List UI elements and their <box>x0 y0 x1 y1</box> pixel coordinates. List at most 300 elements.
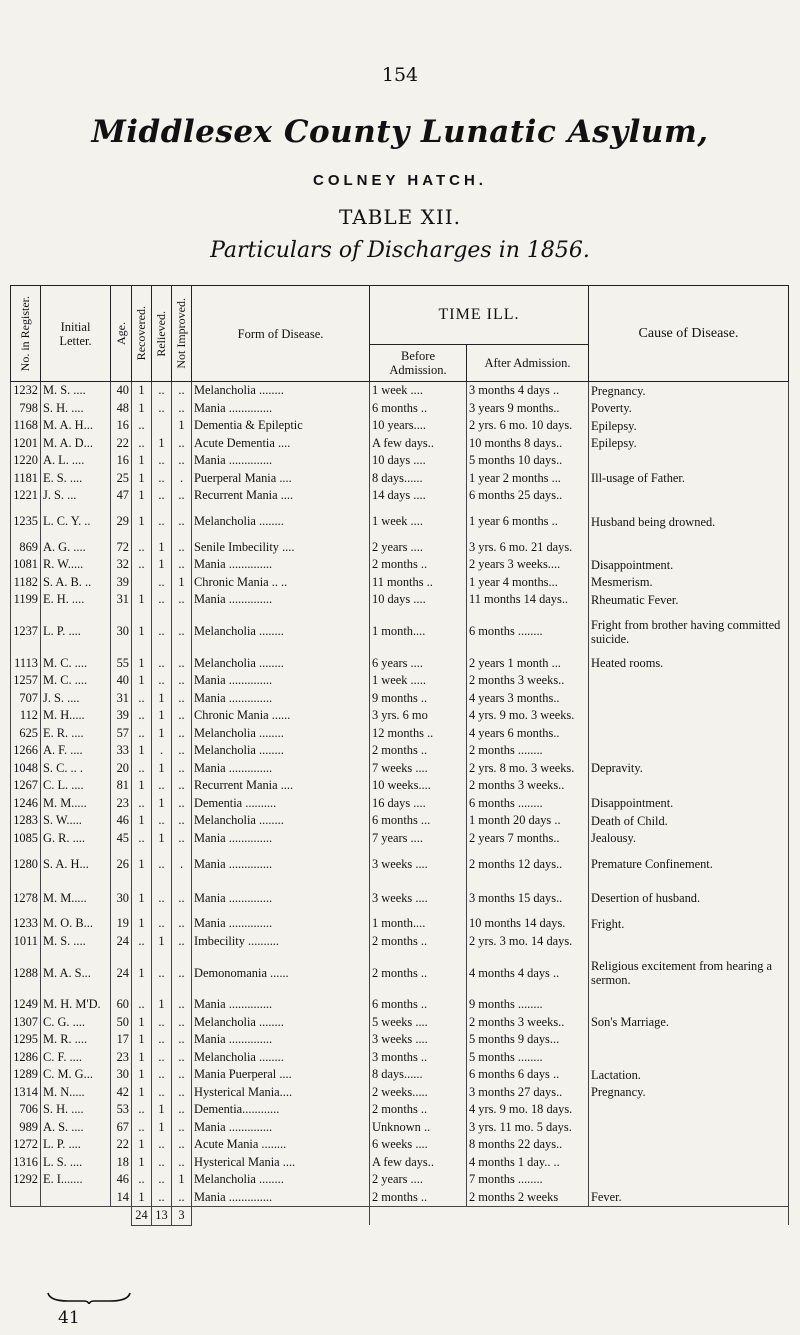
cell-recovered: 1 <box>132 1189 152 1207</box>
table-row <box>11 777 789 795</box>
cell-before: 10 days .... <box>370 591 467 609</box>
cell-letter: L. P. .... <box>41 1136 111 1154</box>
cell-age: 47 <box>111 487 132 505</box>
cell-no: 989 <box>11 1119 41 1137</box>
cell-no: 1283 <box>11 812 41 830</box>
cell-recovered: 1 <box>132 1154 152 1172</box>
cell-form: Melancholia ........ <box>192 812 370 830</box>
cell-age: 14 <box>111 1189 132 1207</box>
cell-cause: Religious excitement from hearing a sermon. <box>589 950 789 996</box>
cell-recovered: .. <box>132 933 152 951</box>
cell-after: 4 yrs. 9 mo. 3 weeks. <box>467 707 589 725</box>
cell-letter: M. C. .... <box>41 672 111 690</box>
cell-after: 2 yrs. 3 mo. 14 days. <box>467 933 589 951</box>
cell-not-improved: .. <box>172 830 192 848</box>
cell-before: 7 weeks .... <box>370 760 467 778</box>
cell-before: 3 weeks .... <box>370 1031 467 1049</box>
cell-no: 1295 <box>11 1031 41 1049</box>
cell-before: A few days.. <box>370 435 467 453</box>
header-after: After Admission. <box>467 345 589 382</box>
cell-letter: A. F. .... <box>41 742 111 760</box>
cell-recovered: .. <box>132 690 152 708</box>
cell-no: 1235 <box>11 505 41 539</box>
cell-not-improved: .. <box>172 1119 192 1137</box>
cell-letter: A. S. .... <box>41 1119 111 1137</box>
cell-after: 1 year 4 months... <box>467 574 589 592</box>
cell-after: 2 months 3 weeks.. <box>467 1014 589 1032</box>
cell-not-improved: .. <box>172 556 192 574</box>
cell-not-improved: .. <box>172 609 192 655</box>
cell-letter: M. C. .... <box>41 655 111 673</box>
cell-relieved: .. <box>152 950 172 996</box>
cell-cause: Pregnancy. <box>589 1084 789 1102</box>
cell-no: 1201 <box>11 435 41 453</box>
cell-form: Puerperal Mania .... <box>192 470 370 488</box>
cell-relieved: .. <box>152 470 172 488</box>
cell-not-improved: .. <box>172 487 192 505</box>
cell-relieved: .. <box>152 400 172 418</box>
cell-letter: S. A. H... <box>41 847 111 881</box>
cell-not-improved: . <box>172 847 192 881</box>
cell-recovered: 1 <box>132 470 152 488</box>
cell-before: 16 days .... <box>370 795 467 813</box>
cell-before: 6 months .. <box>370 400 467 418</box>
cell-not-improved: .. <box>172 760 192 778</box>
cell-recovered: .. <box>132 996 152 1014</box>
cell-recovered: 1 <box>132 672 152 690</box>
cell-recovered: 1 <box>132 1084 152 1102</box>
cell-cause <box>589 487 789 505</box>
table-row <box>11 452 789 470</box>
cell-before: 5 weeks .... <box>370 1014 467 1032</box>
cell-letter: S. H. .... <box>41 400 111 418</box>
cell-form: Chronic Mania .. .. <box>192 574 370 592</box>
cell-not-improved: .. <box>172 812 192 830</box>
cell-relieved: 1 <box>152 435 172 453</box>
cell-no: 112 <box>11 707 41 725</box>
cell-no: 1199 <box>11 591 41 609</box>
cell-age: 40 <box>111 672 132 690</box>
cell-before: 1 week .... <box>370 505 467 539</box>
table-row <box>11 655 789 673</box>
cell-before: 7 years .... <box>370 830 467 848</box>
cell-after: 4 months 1 day.. .. <box>467 1154 589 1172</box>
cell-before: 3 weeks .... <box>370 881 467 915</box>
cell-after: 2 years 1 month ... <box>467 655 589 673</box>
cell-form: Dementia .......... <box>192 795 370 813</box>
cell-not-improved: .. <box>172 915 192 933</box>
cell-before: 12 months .. <box>370 725 467 743</box>
cell-recovered: .. <box>132 539 152 557</box>
cell-age: 24 <box>111 950 132 996</box>
cell-recovered: 1 <box>132 382 152 400</box>
cell-before: 2 years .... <box>370 1171 467 1189</box>
cell-form: Mania .............. <box>192 881 370 915</box>
cell-form: Melancholia ........ <box>192 505 370 539</box>
cell-form: Mania .............. <box>192 400 370 418</box>
cell-recovered: .. <box>132 1101 152 1119</box>
cell-age: 40 <box>111 382 132 400</box>
cell-letter: L. C. Y. .. <box>41 505 111 539</box>
cell-after: 5 months 10 days.. <box>467 452 589 470</box>
cell-recovered: 1 <box>132 400 152 418</box>
cell-age: 45 <box>111 830 132 848</box>
cell-not-improved: .. <box>172 950 192 996</box>
cell-letter: E. R. .... <box>41 725 111 743</box>
header-recovered: Recovered. <box>132 286 152 382</box>
cell-not-improved: .. <box>172 881 192 915</box>
cell-relieved: .. <box>152 609 172 655</box>
cell-after: 1 year 6 months .. <box>467 505 589 539</box>
cell-after: 6 months ........ <box>467 609 589 655</box>
cell-after: 6 months 25 days.. <box>467 487 589 505</box>
cell-age: 81 <box>111 777 132 795</box>
cell-letter: M. O. B... <box>41 915 111 933</box>
cell-form: Chronic Mania ...... <box>192 707 370 725</box>
cell-letter: C. G. .... <box>41 1014 111 1032</box>
cell-form: Melancholia ........ <box>192 1171 370 1189</box>
cell-before: 9 months .. <box>370 690 467 708</box>
cell-no: 706 <box>11 1101 41 1119</box>
cell-letter: R. W..... <box>41 556 111 574</box>
header-relieved: Relieved. <box>152 286 172 382</box>
cell-relieved: .. <box>152 487 172 505</box>
cell-form: Hysterical Mania .... <box>192 1154 370 1172</box>
cell-after: 3 years 9 months.. <box>467 400 589 418</box>
discharges-table <box>10 285 789 1226</box>
cell-no: 1246 <box>11 795 41 813</box>
cell-cause: Fever. <box>589 1189 789 1207</box>
cell-after: 3 yrs. 11 mo. 5 days. <box>467 1119 589 1137</box>
cell-cause: Death of Child. <box>589 812 789 830</box>
cell-not-improved: 1 <box>172 574 192 592</box>
cell-relieved: .. <box>152 1031 172 1049</box>
total-not-improved: 3 <box>172 1207 192 1226</box>
table-row <box>11 1031 789 1049</box>
cell-before: 2 years .... <box>370 539 467 557</box>
cell-no: 1257 <box>11 672 41 690</box>
cell-before: 1 month.... <box>370 609 467 655</box>
cell-after: 3 yrs. 6 mo. 21 days. <box>467 539 589 557</box>
cell-no: 1182 <box>11 574 41 592</box>
cell-form: Mania .............. <box>192 556 370 574</box>
cell-no: 1221 <box>11 487 41 505</box>
cell-age: 22 <box>111 1136 132 1154</box>
cell-not-improved: . <box>172 470 192 488</box>
table-title: TABLE XII. <box>338 205 462 229</box>
cell-form: Mania .............. <box>192 915 370 933</box>
cell-no: 1288 <box>11 950 41 996</box>
cell-age: 50 <box>111 1014 132 1032</box>
total-empty <box>41 1207 111 1226</box>
cell-not-improved: .. <box>172 400 192 418</box>
cell-relieved: 1 <box>152 725 172 743</box>
cell-form: Mania .............. <box>192 760 370 778</box>
cell-age: 42 <box>111 1084 132 1102</box>
cell-relieved: 1 <box>152 795 172 813</box>
grand-total: 41 <box>58 1308 80 1328</box>
cell-recovered: 1 <box>132 609 152 655</box>
cell-cause: Epilepsy. <box>589 435 789 453</box>
cell-after: 6 months ........ <box>467 795 589 813</box>
cell-before: 1 month.... <box>370 915 467 933</box>
cell-after: 9 months ........ <box>467 996 589 1014</box>
cell-relieved: .. <box>152 1066 172 1084</box>
table-row <box>11 707 789 725</box>
cell-after: 4 months 4 days .. <box>467 950 589 996</box>
cell-form: Mania .............. <box>192 1189 370 1207</box>
cell-not-improved: .. <box>172 672 192 690</box>
cell-relieved: .. <box>152 505 172 539</box>
cell-no: 798 <box>11 400 41 418</box>
table-row <box>11 591 789 609</box>
cell-no: 1307 <box>11 1014 41 1032</box>
cell-letter: M. R. .... <box>41 1031 111 1049</box>
cell-recovered: 1 <box>132 1136 152 1154</box>
cell-relieved: .. <box>152 1084 172 1102</box>
table-row <box>11 742 789 760</box>
cell-cause: Son's Marriage. <box>589 1014 789 1032</box>
cell-recovered: 1 <box>132 1014 152 1032</box>
cell-age: 32 <box>111 556 132 574</box>
cell-cause <box>589 672 789 690</box>
table-row <box>11 382 789 400</box>
table-row <box>11 505 789 539</box>
cell-after: 2 months 12 days.. <box>467 847 589 881</box>
cell-after: 5 months ........ <box>467 1049 589 1067</box>
cell-age: 17 <box>111 1031 132 1049</box>
cell-letter: S. W..... <box>41 812 111 830</box>
cell-after: 3 months 4 days .. <box>467 382 589 400</box>
cell-before: 14 days .... <box>370 487 467 505</box>
cell-age: 16 <box>111 417 132 435</box>
cell-form: Acute Mania ........ <box>192 1136 370 1154</box>
cell-age: 25 <box>111 470 132 488</box>
cell-letter: A. G. .... <box>41 539 111 557</box>
cell-age: 46 <box>111 812 132 830</box>
table-row <box>11 1066 789 1084</box>
cell-after: 4 years 6 months.. <box>467 725 589 743</box>
cell-recovered: 1 <box>132 950 152 996</box>
cell-cause: Husband being drowned. <box>589 505 789 539</box>
cell-after: 1 year 2 months ... <box>467 470 589 488</box>
table-row <box>11 881 789 915</box>
cell-age: 23 <box>111 1049 132 1067</box>
cell-age: 30 <box>111 1066 132 1084</box>
cell-cause: Poverty. <box>589 400 789 418</box>
cell-after: 2 years 7 months.. <box>467 830 589 848</box>
cell-after: 2 months ........ <box>467 742 589 760</box>
cell-cause <box>589 1154 789 1172</box>
cell-form: Mania .............. <box>192 1031 370 1049</box>
cell-recovered: 1 <box>132 847 152 881</box>
cell-recovered: 1 <box>132 742 152 760</box>
cell-not-improved: .. <box>172 933 192 951</box>
cell-relieved: .. <box>152 847 172 881</box>
cell-no: 1278 <box>11 881 41 915</box>
cell-not-improved: .. <box>172 996 192 1014</box>
cell-recovered <box>132 574 152 592</box>
cell-cause <box>589 1031 789 1049</box>
cell-before: A few days.. <box>370 1154 467 1172</box>
cell-letter: C. F. .... <box>41 1049 111 1067</box>
cell-form: Hysterical Mania.... <box>192 1084 370 1102</box>
cell-letter: E. I....... <box>41 1171 111 1189</box>
totals-row <box>11 1207 789 1226</box>
cell-form: Mania .............. <box>192 690 370 708</box>
cell-no: 1272 <box>11 1136 41 1154</box>
cell-letter: L. P. .... <box>41 609 111 655</box>
cell-age: 72 <box>111 539 132 557</box>
cell-before: 2 months .. <box>370 950 467 996</box>
cell-not-improved: .. <box>172 539 192 557</box>
cell-not-improved: .. <box>172 505 192 539</box>
cell-letter: M. H..... <box>41 707 111 725</box>
cell-no: 1011 <box>11 933 41 951</box>
cell-age: 33 <box>111 742 132 760</box>
cell-no: 1113 <box>11 655 41 673</box>
cell-recovered: .. <box>132 435 152 453</box>
cell-not-improved: .. <box>172 1049 192 1067</box>
cell-age: 46 <box>111 1171 132 1189</box>
cell-after: 5 months 9 days... <box>467 1031 589 1049</box>
cell-letter: M. M..... <box>41 881 111 915</box>
cell-age: 31 <box>111 591 132 609</box>
cell-after: 1 month 20 days .. <box>467 812 589 830</box>
cell-not-improved: .. <box>172 1014 192 1032</box>
cell-form: Mania .............. <box>192 1119 370 1137</box>
cell-after: 2 yrs. 8 mo. 3 weeks. <box>467 760 589 778</box>
cell-no: 1232 <box>11 382 41 400</box>
cell-not-improved: .. <box>172 1154 192 1172</box>
cell-recovered: .. <box>132 760 152 778</box>
total-empty <box>192 1207 370 1226</box>
cell-age: 26 <box>111 847 132 881</box>
table-row <box>11 1119 789 1137</box>
cell-before: 2 months .. <box>370 1189 467 1207</box>
cell-age: 16 <box>111 452 132 470</box>
table-caption: Particulars of Discharges in 1856. <box>210 238 590 263</box>
cell-not-improved: .. <box>172 742 192 760</box>
total-relieved: 13 <box>152 1207 172 1226</box>
cell-letter <box>41 1189 111 1207</box>
cell-relieved: .. <box>152 812 172 830</box>
cell-cause: Rheumatic Fever. <box>589 591 789 609</box>
cell-letter: S. H. .... <box>41 1101 111 1119</box>
cell-form: Melancholia ........ <box>192 1049 370 1067</box>
cell-letter: J. S. ... <box>41 487 111 505</box>
header-not-improved: Not Improved. <box>172 286 192 382</box>
header-initial: Initial Letter. <box>41 286 111 382</box>
header-time-ill: TIME ILL. <box>370 286 589 345</box>
cell-cause: Mesmerism. <box>589 574 789 592</box>
table-row <box>11 400 789 418</box>
cell-not-improved: .. <box>172 591 192 609</box>
cell-after: 2 months 3 weeks.. <box>467 777 589 795</box>
cell-age: 57 <box>111 725 132 743</box>
cell-form: Melancholia ........ <box>192 655 370 673</box>
cell-relieved: . <box>152 742 172 760</box>
cell-not-improved: 1 <box>172 417 192 435</box>
cell-before: 2 months .. <box>370 933 467 951</box>
cell-cause: Heated rooms. <box>589 655 789 673</box>
cell-relieved: 1 <box>152 830 172 848</box>
cell-cause: Fright from brother having committed suicide. <box>589 609 789 655</box>
cell-before: 6 weeks .... <box>370 1136 467 1154</box>
cell-after: 10 months 14 days. <box>467 915 589 933</box>
cell-no <box>11 1189 41 1207</box>
table-row <box>11 830 789 848</box>
table-row <box>11 950 789 996</box>
cell-relieved: 1 <box>152 707 172 725</box>
cell-cause: Premature Confinement. <box>589 847 789 881</box>
cell-not-improved: .. <box>172 1101 192 1119</box>
cell-relieved: 1 <box>152 690 172 708</box>
cell-cause: Lactation. <box>589 1066 789 1084</box>
cell-relieved: .. <box>152 1049 172 1067</box>
cell-no: 1085 <box>11 830 41 848</box>
cell-letter: E. H. .... <box>41 591 111 609</box>
cell-cause: Pregnancy. <box>589 382 789 400</box>
table-row <box>11 847 789 881</box>
cell-form: Mania .............. <box>192 452 370 470</box>
cell-form: Dementia & Epileptic <box>192 417 370 435</box>
cell-relieved: 1 <box>152 1101 172 1119</box>
cell-before: 6 years .... <box>370 655 467 673</box>
cell-letter: C. M. G... <box>41 1066 111 1084</box>
cell-before: Unknown .. <box>370 1119 467 1137</box>
table-row <box>11 1154 789 1172</box>
cell-before: 10 days .... <box>370 452 467 470</box>
table-row <box>11 915 789 933</box>
cell-after: 6 months 6 days .. <box>467 1066 589 1084</box>
page-subtitle: COLNEY HATCH. <box>313 172 487 189</box>
cell-age: 31 <box>111 690 132 708</box>
cell-form: Mania .............. <box>192 847 370 881</box>
table-row <box>11 725 789 743</box>
cell-no: 1280 <box>11 847 41 881</box>
cell-form: Acute Dementia .... <box>192 435 370 453</box>
header-age: Age. <box>111 286 132 382</box>
cell-cause <box>589 777 789 795</box>
cell-before: 6 months ... <box>370 812 467 830</box>
cell-cause: Epilepsy. <box>589 417 789 435</box>
cell-after: 10 months 8 days.. <box>467 435 589 453</box>
cell-letter: M. H. M'D. <box>41 996 111 1014</box>
table-row <box>11 795 789 813</box>
cell-form: Melancholia ........ <box>192 742 370 760</box>
cell-form: Imbecility .......... <box>192 933 370 951</box>
cell-relieved <box>152 417 172 435</box>
cell-no: 1220 <box>11 452 41 470</box>
cell-no: 625 <box>11 725 41 743</box>
cell-no: 1316 <box>11 1154 41 1172</box>
cell-before: 1 week .... <box>370 382 467 400</box>
cell-no: 1081 <box>11 556 41 574</box>
page-number: 154 <box>381 64 419 86</box>
table-row <box>11 812 789 830</box>
cell-age: 19 <box>111 915 132 933</box>
cell-cause <box>589 452 789 470</box>
cell-age: 30 <box>111 609 132 655</box>
cell-recovered: .. <box>132 707 152 725</box>
table-row <box>11 933 789 951</box>
cell-form: Senile Imbecility .... <box>192 539 370 557</box>
cell-not-improved: .. <box>172 707 192 725</box>
cell-recovered: 1 <box>132 777 152 795</box>
cell-relieved: .. <box>152 655 172 673</box>
cell-before: 10 years.... <box>370 417 467 435</box>
